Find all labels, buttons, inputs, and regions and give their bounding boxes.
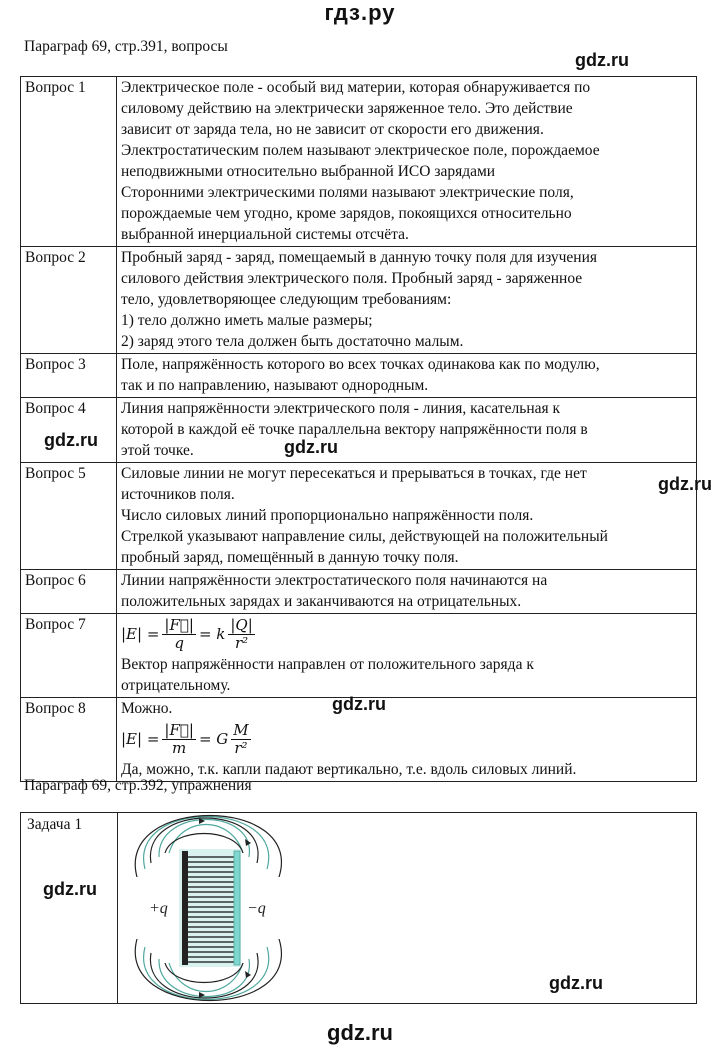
answer-cell: [117, 354, 697, 398]
section-title-exercises: Параграф 69, стр.392, упражнения: [24, 777, 252, 794]
answer-line: Электростатическим полем называют электрическое поле, порождаемое: [121, 142, 600, 159]
table-row: [21, 463, 697, 570]
fraction: [162, 617, 196, 652]
watermark: gdz.ru: [549, 973, 603, 993]
fraction-denominator: m: [172, 738, 187, 757]
answer-line: зависит от заряда тела, но не зависит от скорости его движения.: [121, 121, 544, 138]
answer-line: Вектор напряжённости направлен от положительного заряда к: [121, 656, 534, 673]
answer-line: этой точке.: [121, 442, 194, 459]
fraction-numerator: |Q|: [230, 615, 253, 634]
formula-lhs: |E| =: [121, 624, 160, 643]
minus-charge-label: −q: [247, 900, 266, 917]
answer-line: тело, удовлетворяющее следующим требованиям:: [121, 291, 452, 308]
question-label: Вопрос 3: [21, 354, 117, 398]
answer-cell: [117, 247, 697, 354]
answer-line: источников поля.: [121, 486, 235, 503]
formula-gravity: [121, 719, 693, 759]
answer-line: выбранной инерциальной системы отсчёта.: [121, 226, 409, 243]
answer-line: Силовые линии не могут пересекаться и прерываться в точках, где нет: [121, 465, 587, 482]
answer-line: 2) заряд этого тела должен быть достаточно малым.: [121, 333, 464, 350]
formula-mid: = k: [198, 624, 226, 643]
answer-line: отрицательному.: [121, 677, 231, 694]
capacitor-field-diagram: [121, 813, 321, 1003]
table-row: [21, 77, 697, 247]
watermark: gdz.ru: [284, 437, 338, 457]
table-row: [21, 614, 697, 698]
site-header-title: гдз.ру: [324, 0, 396, 25]
task-table: [20, 812, 697, 1004]
answer-line: которой в каждой её точке параллельна вектору напряжённости поля в: [121, 421, 588, 438]
question-label: Вопрос 7: [21, 614, 117, 698]
answer-line: Число силовых линий пропорционально напряжённости поля.: [121, 507, 534, 524]
fraction: [162, 722, 196, 757]
answer-line: силового действия электрического поля. Пробный заряд - заряженное: [121, 270, 583, 287]
fraction-denominator: r²: [234, 633, 249, 652]
table-row: [21, 398, 697, 463]
section-title-questions: Параграф 69, стр.391, вопросы: [24, 38, 228, 55]
answer-line: 1) тело должно иметь малые размеры;: [121, 312, 373, 329]
answer-line: Пробный заряд - заряд, помещаемый в данную точку поля для изучения: [121, 249, 598, 266]
answer-cell: [117, 698, 697, 782]
fraction-numerator: |F⃗|: [164, 615, 194, 634]
fraction-numerator: |F⃗|: [164, 720, 194, 739]
question-label: Вопрос 6: [21, 570, 117, 614]
formula-mid: = G: [198, 729, 229, 748]
plus-charge-label: +q: [149, 900, 168, 917]
questions-table: [20, 76, 697, 782]
answer-line: так и по направлению, называют однородным.: [121, 377, 429, 394]
fraction-denominator: q: [174, 633, 184, 652]
answer-line: неподвижными относительно выбранной ИСО зарядами: [121, 163, 496, 180]
negative-plate: [234, 851, 240, 965]
table-row: [21, 354, 697, 398]
watermark: gdz.ru: [43, 879, 97, 899]
fraction-denominator: r²: [234, 738, 248, 757]
answer-line: силовому действию на электрически заряженное тело. Это действие: [121, 100, 573, 117]
answer-line: пробный заряд, помещённый в данную точку поля.: [121, 549, 459, 566]
table-row: [21, 247, 697, 354]
formula-lhs: |E| =: [121, 729, 160, 748]
table-row: [21, 570, 697, 614]
answer-cell: [117, 614, 697, 698]
answer-line: Можно.: [121, 700, 173, 717]
answer-cell: [117, 77, 697, 247]
answer-line: положительных зарядах и заканчиваются на отрицательных.: [121, 593, 522, 610]
question-label: Вопрос 5: [21, 463, 117, 570]
answer-line: Сторонними электрическими полями называют электрические поля,: [121, 184, 574, 201]
watermark: gdz.ru: [44, 430, 98, 450]
fraction: [231, 722, 250, 757]
task-divider: [117, 813, 118, 1003]
watermark: gdz.ru: [658, 474, 712, 494]
site-footer-title: gdz.ru: [327, 1020, 393, 1045]
watermark: gdz.ru: [332, 694, 386, 714]
answer-line: порождаемые чем угодно, кроме зарядов, покоящихся относительно: [121, 205, 572, 222]
task-label: Задача 1: [27, 816, 83, 833]
answer-cell: [117, 463, 697, 570]
question-label: Вопрос 1: [21, 77, 117, 247]
answer-line: Линии напряжённости электростатического поля начинаются на: [121, 572, 548, 589]
answer-cell: [117, 398, 697, 463]
answer-line: Да, можно, т.к. капли падают вертикально, т.е. вдоль силовых линий.: [121, 761, 577, 778]
answer-cell: [117, 570, 697, 614]
question-label: Вопрос 4: [21, 398, 117, 463]
question-label: Вопрос 8: [21, 698, 117, 782]
answer-line: Линия напряжённости электрического поля - линия, касательная к: [121, 400, 561, 417]
formula-coulomb: [121, 614, 693, 654]
answer-line: Поле, напряжённость которого во всех точках одинакова как по модулю,: [121, 356, 600, 373]
watermark: gdz.ru: [575, 50, 629, 70]
fraction-numerator: M: [233, 720, 249, 739]
answer-line: Электрическое поле - особый вид материи, которая обнаруживается по: [121, 79, 591, 96]
positive-plate: [182, 851, 188, 965]
answer-line: Стрелкой указывают направление силы, действующей на положительный: [121, 528, 608, 545]
fraction: [228, 617, 254, 652]
question-label: Вопрос 2: [21, 247, 117, 354]
